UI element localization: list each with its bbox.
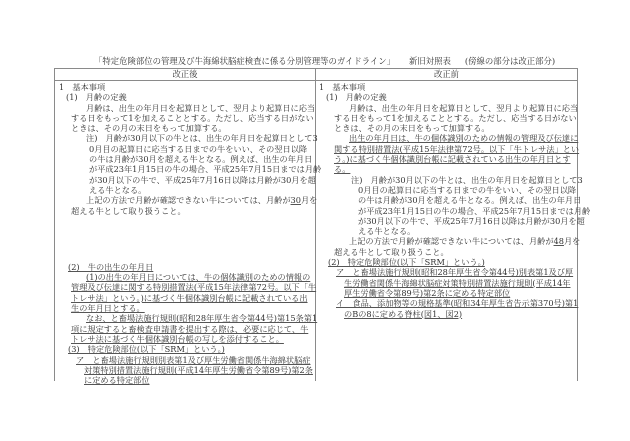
changed-text: 出生の年月日は、牛の個体識別のための情報の管理及び伝達に — [349, 133, 579, 144]
text-line — [55, 282, 315, 292]
text-line — [316, 236, 581, 247]
changed-text: 管理及び伝達に関する特別措置法(平成15年法律第72号。以下「牛 — [71, 282, 317, 293]
changed-text: ア と畜場法施行規則(昭和28年厚生省令第44号)別表第1及び厚 — [336, 267, 574, 278]
list-item — [55, 355, 315, 365]
text-line — [316, 154, 577, 164]
changed-text: なお、と畜場法施行規則(昭和28年厚生省令第44号)第15条第1 — [86, 313, 318, 324]
text-line: 超える牛として取り扱うこと。 — [334, 246, 449, 257]
guideline-title: 「特定危険部位の管理及び牛海綿状脳症検査に係る分別管理等のガイドライン」 — [94, 56, 395, 66]
comparison-table-label: 新旧対照表 — [409, 56, 451, 66]
list-item-cont — [316, 288, 577, 298]
before-revision-column — [316, 82, 591, 319]
text-segment: 月を — [563, 236, 581, 247]
text-line — [55, 272, 315, 282]
text-line — [55, 195, 318, 206]
header-before-revision: 改正前 — [316, 69, 577, 81]
text-line — [55, 324, 315, 334]
list-item-cont — [55, 375, 315, 385]
text-segment: 上記の方法で月齢が確認できない牛については、月齢が — [349, 236, 554, 247]
changed-text: 厚生労働省令第89号)第2条に定める特定部位 — [344, 287, 511, 298]
section-heading: 1 基本事項 — [59, 82, 106, 92]
changed-text: 対策特別措置法施行規則(平成14年厚生労働省令第89号)第2条 — [84, 364, 313, 375]
text-line — [55, 334, 315, 344]
comparison-table — [54, 68, 591, 386]
list-item-cont — [55, 365, 315, 375]
text-line: ときは、その月の末日をもって加算する。 — [71, 123, 227, 134]
text-line: 月齢は、出生の年月日を起算日として、翌月より起算日に応当 — [349, 102, 579, 113]
text-line — [316, 133, 577, 143]
section-heading: 1 基本事項 — [319, 82, 366, 92]
subsection-heading — [316, 257, 577, 267]
changed-text: ア と畜場法施行規則別表第1及び厚生労働省関係牛海綿状脳症 — [76, 354, 311, 365]
changed-text: に定める特定部位 — [84, 375, 150, 386]
subsection-heading: (1) 月齢の定義 — [326, 92, 387, 103]
subsection-heading — [55, 262, 315, 272]
changed-text: のBの8に定める脊柱(図1、図2) — [344, 308, 463, 319]
text-line — [316, 164, 577, 174]
changed-value: 48 — [553, 236, 564, 247]
note-line: 注) 月齢が30月以下の牛とは、出生の年月日を起算日として3 — [351, 174, 583, 185]
text-segment: 月を — [300, 195, 318, 206]
document-title — [94, 55, 569, 67]
changed-text: (1)の出生の年月日については、牛の個体識別のための情報の — [86, 272, 311, 283]
list-item-cont — [316, 278, 577, 288]
text-line: する日をもって1を加えることとする。ただし、応当する日がない — [334, 112, 577, 123]
text-line — [55, 303, 315, 313]
header-after-revision: 改正後 — [55, 69, 315, 81]
changed-text: (2) 牛の出生の年月日 — [68, 261, 154, 272]
note-line: える牛となる。 — [358, 226, 416, 237]
changed-text: 生労働省関係牛海綿状脳症対策特別措置法施行規則(平成14年 — [344, 277, 571, 288]
changed-text: トレサ法に基づく牛個体識別台帳の写しを添付すること。 — [71, 333, 284, 344]
changed-text: (2) 特定危険部位(以下「SRM」という。) — [328, 257, 485, 268]
changed-text: (3) 特定危険部位(以下「SRM」という。) — [68, 344, 225, 355]
note-line: が平成23年1月15日の牛の場合、平成25年7月15日までは月齢 — [89, 164, 322, 175]
text-line — [55, 313, 318, 324]
list-item — [316, 298, 577, 308]
changed-text: トレサ法」という。)に基づく牛個体識別台帳に記載されている出 — [71, 292, 308, 303]
text-segment: 上記の方法で月齢が確認できない牛については、月齢が — [86, 195, 291, 206]
text-line: する日をもって1を加えることとする。ただし、応当する日がない — [71, 112, 314, 123]
text-line — [316, 143, 580, 154]
text-line: ときは、その月の末日をもって加算する。 — [334, 123, 490, 134]
list-item — [316, 267, 577, 277]
subsection-heading — [55, 344, 315, 354]
changed-text: う。)に基づく牛個体識別台帳に記載されている出生の年月日とす — [334, 154, 571, 165]
note-line: 注) 月齢が30月以下の牛とは、出生の年月日を起算日として3 — [86, 133, 318, 144]
changed-text: 関する特別措置法(平成15年法律第72号。以下「牛トレサ法」とい — [334, 143, 580, 154]
changed-value: 30 — [290, 195, 301, 206]
changed-text: る。 — [334, 164, 351, 175]
underline-note: (傍線の部分は改正部分) — [464, 56, 556, 66]
note-line: 0月目の起算日に応当する日までの牛をいい、その翌日以降 — [89, 143, 308, 154]
note-line: える牛となる。 — [89, 184, 147, 195]
note-line: の牛は月齢が30月を超える牛となる。例えば、出生の年月日 — [89, 154, 313, 165]
note-line: が30月以下の牛で、平成25年7月16日以降は月齢が30月を超 — [358, 215, 585, 226]
changed-text: イ 食品、添加物等の規格基準(昭和34年厚生省告示第370号)第1 — [336, 298, 579, 309]
list-item-cont — [316, 309, 577, 319]
note-line: が30月以下の牛で、平成25年7月16日以降は月齢が30月を超 — [89, 174, 316, 185]
note-line: の牛は月齢が30月を超える牛となる。例えば、出生の年月日 — [358, 195, 582, 206]
text-line — [55, 293, 315, 303]
text-line: 超える牛として取り扱うこと。 — [71, 205, 186, 216]
note-line: 0月目の起算日に応当する日までの牛をいい、その翌日以降 — [358, 184, 577, 195]
changed-text: 生の年月日とする。 — [71, 303, 145, 314]
subsection-heading: (1) 月齢の定義 — [66, 92, 127, 103]
note-line: が平成23年1月15日の牛の場合、平成25年7月15日までは月齢 — [358, 205, 591, 216]
after-revision-column — [55, 82, 322, 386]
text-line: 月齢は、出生の年月日を起算日として、翌月より起算日に応当 — [86, 102, 316, 113]
changed-text: 項に規定すると畜検査申請書を提出する際は、必要に応じて、牛 — [71, 323, 309, 334]
